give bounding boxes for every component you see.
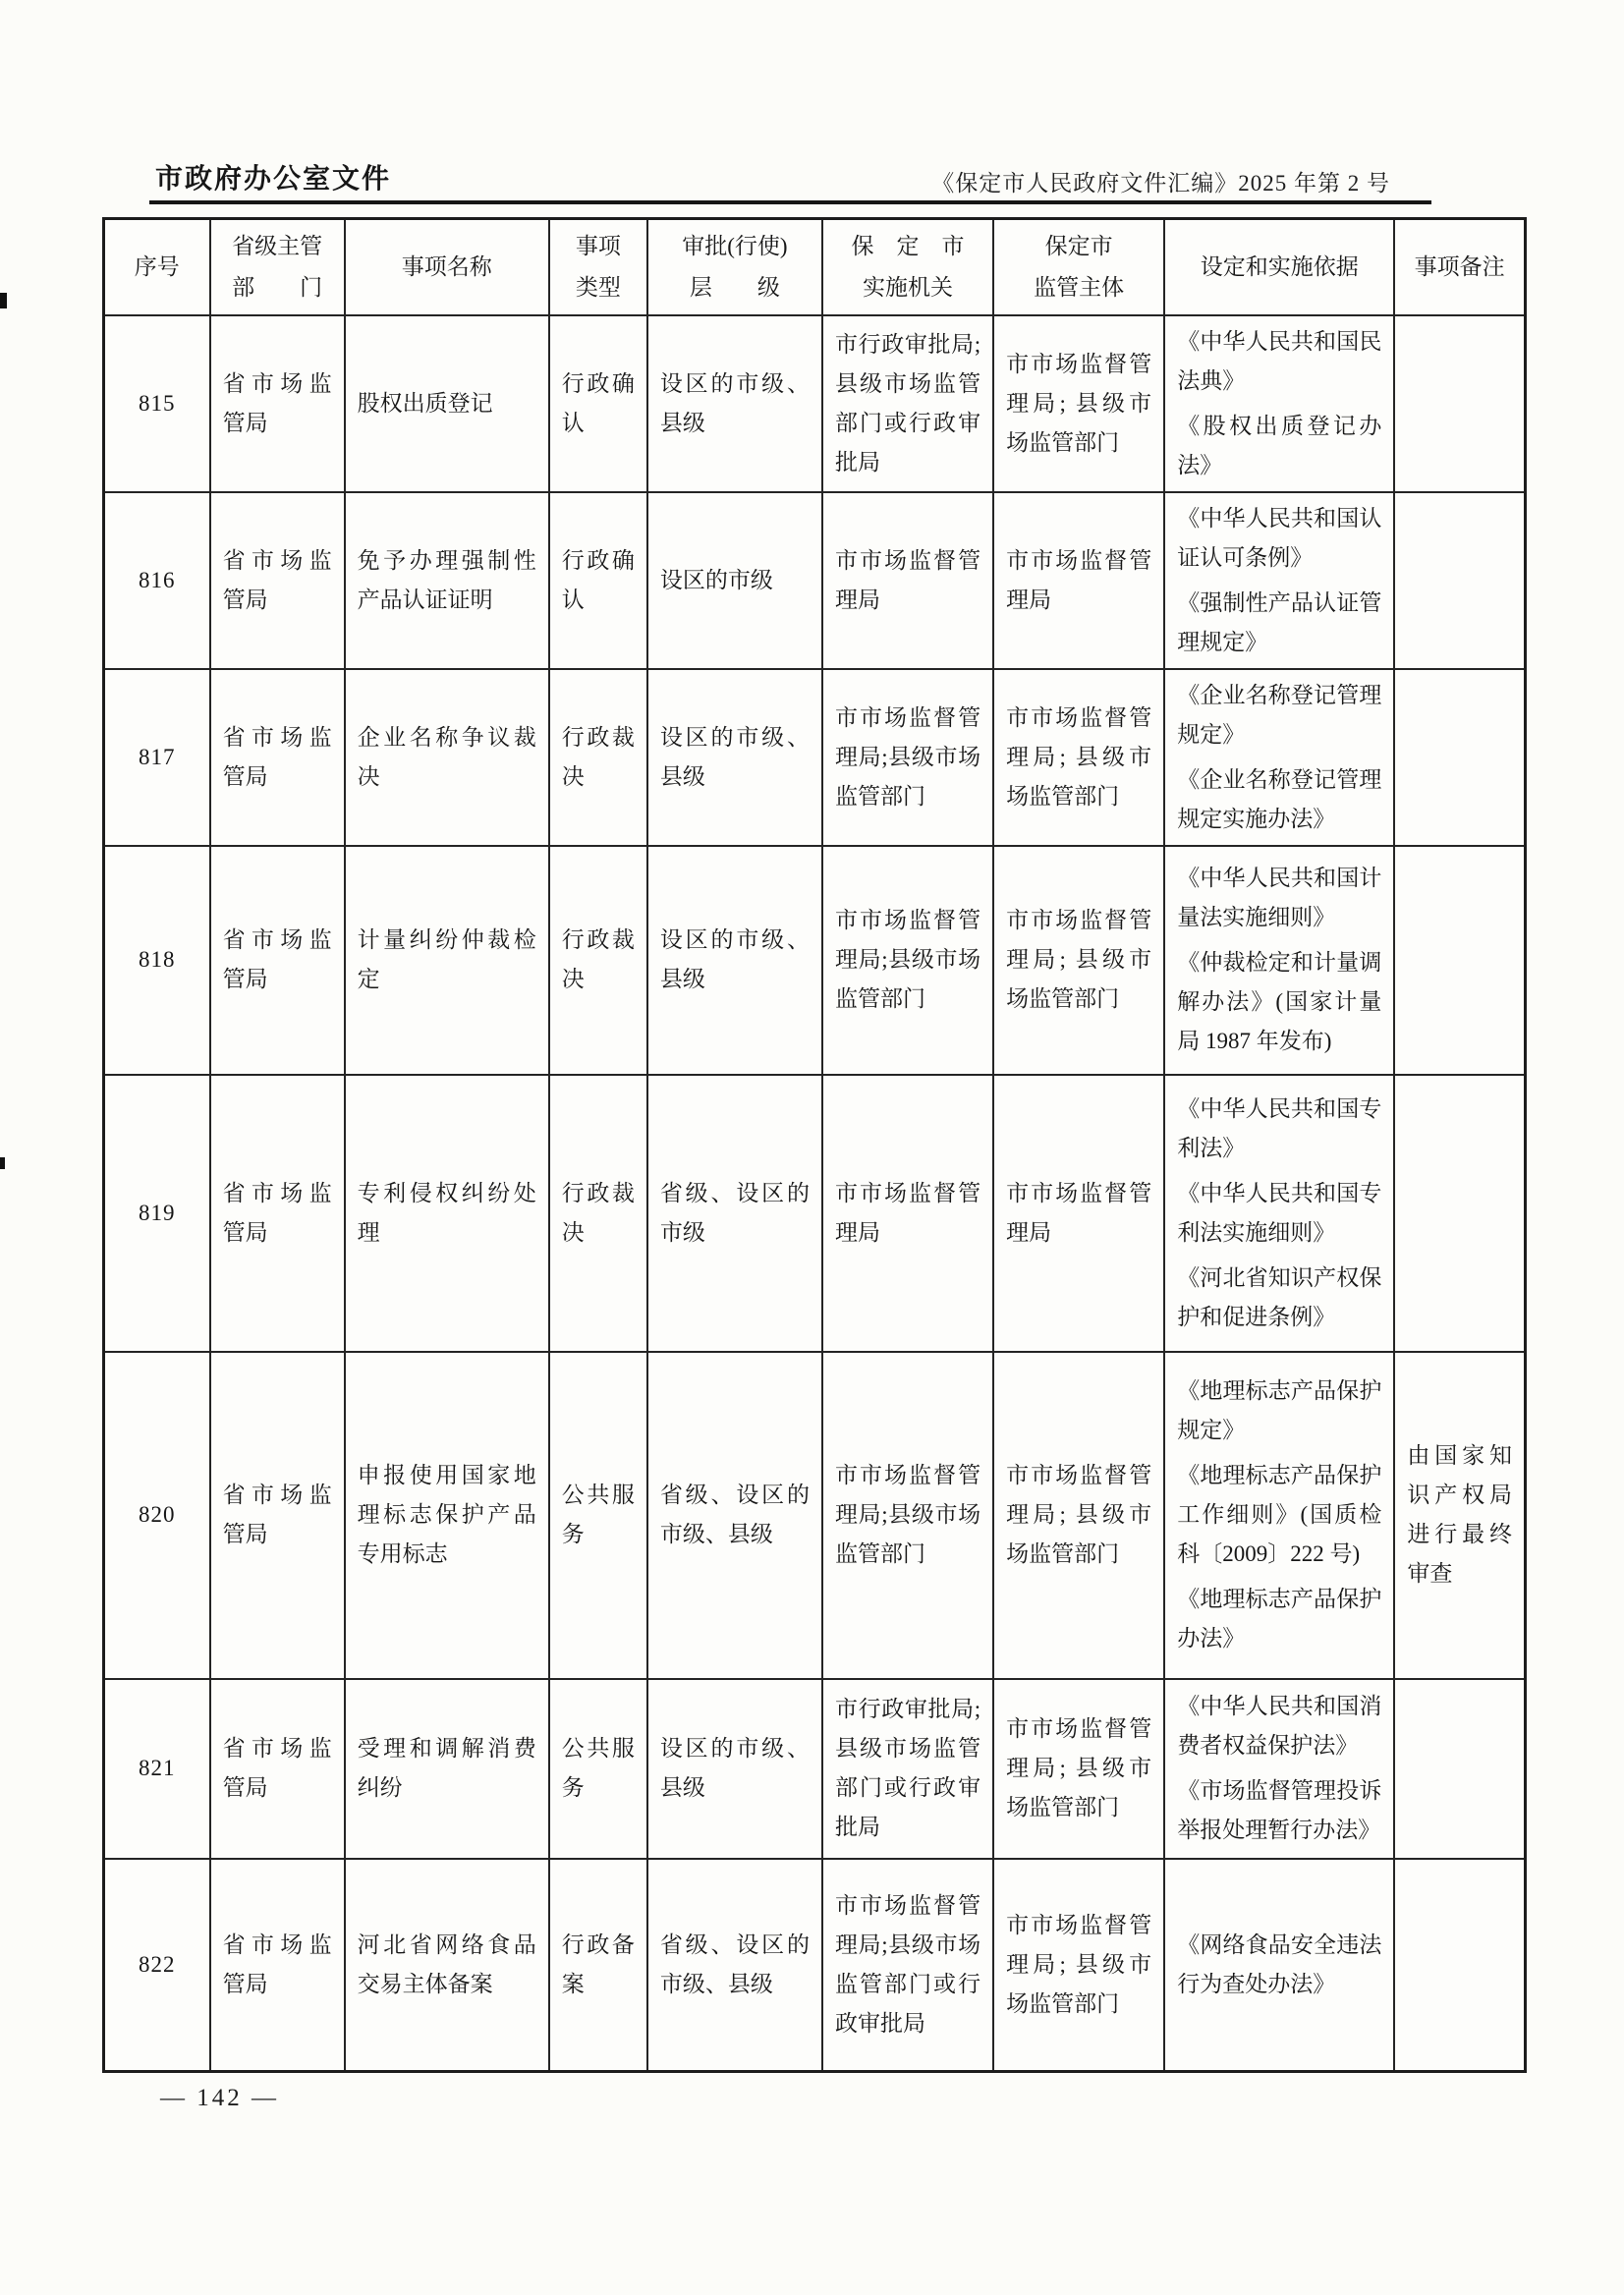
cell-820-impl: 市市场监督管理局;县级市场监管部门 bbox=[822, 1352, 993, 1679]
legal-basis-item: 《中华人民共和国专利法》 bbox=[1177, 1095, 1382, 1160]
cell-821-remark bbox=[1394, 1679, 1525, 1859]
header-line: 审批(行使) bbox=[682, 233, 788, 258]
cell-816-basis bbox=[1164, 492, 1394, 669]
cell-815-name: 股权出质登记 bbox=[345, 315, 549, 492]
table-row bbox=[104, 492, 1526, 669]
table-row bbox=[104, 669, 1526, 846]
compilation-issue-label: 《保定市人民政府文件汇编》2025 年第 2 号 bbox=[931, 171, 1390, 196]
header-cell-seq bbox=[104, 219, 210, 315]
cell-820-dept: 省市场监管局 bbox=[210, 1352, 345, 1679]
cell-820-type: 公共服务 bbox=[549, 1352, 647, 1679]
cell-817-superv: 市市场监督管理局; 县级市场监管部门 bbox=[993, 669, 1164, 846]
cell-817-name: 企业名称争议裁决 bbox=[345, 669, 549, 846]
table-row bbox=[104, 315, 1526, 492]
cell-820-superv: 市市场监督管理局; 县级市场监管部门 bbox=[993, 1352, 1164, 1679]
cell-822-basis bbox=[1164, 1859, 1394, 2072]
cell-819-type: 行政裁决 bbox=[549, 1075, 647, 1352]
header-cell-remark bbox=[1394, 219, 1525, 315]
header-cell-dept bbox=[210, 219, 345, 315]
legal-basis-item: 《河北省知识产权保护和促进条例》 bbox=[1177, 1264, 1382, 1329]
header-line: 类型 bbox=[575, 274, 621, 300]
cell-815-basis bbox=[1164, 315, 1394, 492]
cell-822-name: 河北省网络食品交易主体备案 bbox=[345, 1859, 549, 2072]
cell-818-seq: 818 bbox=[104, 846, 210, 1075]
header-cell-level bbox=[647, 219, 822, 315]
cell-816-level: 设区的市级 bbox=[647, 492, 822, 669]
header-line: 监管主体 bbox=[1034, 274, 1125, 300]
cell-816-type: 行政确认 bbox=[549, 492, 647, 669]
cell-817-basis bbox=[1164, 669, 1394, 846]
cell-819-superv: 市市场监督管理局 bbox=[993, 1075, 1164, 1352]
header-cell-impl bbox=[822, 219, 993, 315]
header-line: 层 级 bbox=[689, 274, 780, 300]
header-line: 省级主管 bbox=[232, 233, 323, 258]
page-number: — 142 — bbox=[160, 2085, 279, 2111]
cell-817-dept: 省市场监管局 bbox=[210, 669, 345, 846]
cell-818-remark bbox=[1394, 846, 1525, 1075]
header-line: 部 门 bbox=[232, 274, 323, 300]
cell-815-seq: 815 bbox=[104, 315, 210, 492]
cell-815-superv: 市市场监督管理局; 县级市场监管部门 bbox=[993, 315, 1164, 492]
cell-820-seq: 820 bbox=[104, 1352, 210, 1679]
legal-basis-item: 《市场监督管理投诉举报处理暂行办法》 bbox=[1177, 1778, 1382, 1842]
cell-816-dept: 省市场监管局 bbox=[210, 492, 345, 669]
cell-822-level: 省级、设区的市级、县级 bbox=[647, 1859, 822, 2072]
cell-819-dept: 省市场监管局 bbox=[210, 1075, 345, 1352]
cell-816-name: 免予办理强制性产品认证证明 bbox=[345, 492, 549, 669]
scan-artifact bbox=[0, 1157, 5, 1169]
cell-817-seq: 817 bbox=[104, 669, 210, 846]
cell-822-impl: 市市场监督管理局;县级市场监管部门或行政审批局 bbox=[822, 1859, 993, 2072]
cell-817-impl: 市市场监督管理局;县级市场监管部门 bbox=[822, 669, 993, 846]
header-line: 序号 bbox=[134, 253, 180, 279]
legal-basis-item: 《企业名称登记管理规定》 bbox=[1177, 682, 1382, 747]
cell-819-seq: 819 bbox=[104, 1075, 210, 1352]
legal-basis-item: 《企业名称登记管理规定实施办法》 bbox=[1177, 766, 1382, 831]
legal-basis-item: 《网络食品安全违法行为查处办法》 bbox=[1177, 1931, 1382, 1996]
header-cell-type bbox=[549, 219, 647, 315]
legal-basis-item: 《中华人民共和国计量法实施细则》 bbox=[1177, 866, 1382, 929]
cell-817-type: 行政裁决 bbox=[549, 669, 647, 846]
header-line: 保 定 市 bbox=[851, 233, 965, 258]
header-line: 事项 bbox=[575, 233, 621, 258]
table-row bbox=[104, 846, 1526, 1075]
cell-815-type: 行政确认 bbox=[549, 315, 647, 492]
header-line: 实施机关 bbox=[863, 274, 954, 300]
cell-819-basis bbox=[1164, 1075, 1394, 1352]
cell-822-dept: 省市场监管局 bbox=[210, 1859, 345, 2072]
cell-820-basis bbox=[1164, 1352, 1394, 1679]
administrative-items-table bbox=[102, 217, 1527, 2073]
table-row bbox=[104, 1075, 1526, 1352]
document-category-title: 市政府办公室文件 bbox=[155, 163, 392, 194]
cell-820-name: 申报使用国家地理标志保护产品专用标志 bbox=[345, 1352, 549, 1679]
cell-821-dept: 省市场监管局 bbox=[210, 1679, 345, 1859]
cell-821-level: 设区的市级、县级 bbox=[647, 1679, 822, 1859]
legal-basis-item: 《地理标志产品保护规定》 bbox=[1177, 1378, 1382, 1442]
legal-basis-item: 《地理标志产品保护办法》 bbox=[1177, 1587, 1382, 1651]
cell-819-remark bbox=[1394, 1075, 1525, 1352]
cell-817-level: 设区的市级、县级 bbox=[647, 669, 822, 846]
cell-818-type: 行政裁决 bbox=[549, 846, 647, 1075]
cell-816-impl: 市市场监督管理局 bbox=[822, 492, 993, 669]
cell-819-name: 专利侵权纠纷处理 bbox=[345, 1075, 549, 1352]
cell-818-level: 设区的市级、县级 bbox=[647, 846, 822, 1075]
header-line: 保定市 bbox=[1044, 233, 1113, 258]
cell-817-remark bbox=[1394, 669, 1525, 846]
cell-820-remark: 由国家知识产权局进行最终审查 bbox=[1394, 1352, 1525, 1679]
cell-818-name: 计量纠纷仲裁检定 bbox=[345, 846, 549, 1075]
cell-821-impl: 市行政审批局;县级市场监管部门或行政审批局 bbox=[822, 1679, 993, 1859]
table-row bbox=[104, 1352, 1526, 1679]
cell-821-name: 受理和调解消费纠纷 bbox=[345, 1679, 549, 1859]
legal-basis-item: 《股权出质登记办法》 bbox=[1177, 413, 1382, 477]
table-row bbox=[104, 1679, 1526, 1859]
cell-820-level: 省级、设区的市级、县级 bbox=[647, 1352, 822, 1679]
cell-821-basis bbox=[1164, 1679, 1394, 1859]
cell-818-impl: 市市场监督管理局;县级市场监管部门 bbox=[822, 846, 993, 1075]
cell-822-type: 行政备案 bbox=[549, 1859, 647, 2072]
cell-815-level: 设区的市级、县级 bbox=[647, 315, 822, 492]
table-row bbox=[104, 1859, 1526, 2072]
cell-818-dept: 省市场监管局 bbox=[210, 846, 345, 1075]
cell-816-superv: 市市场监督管理局 bbox=[993, 492, 1164, 669]
cell-822-remark bbox=[1394, 1859, 1525, 2072]
legal-basis-item: 《中华人民共和国专利法实施细则》 bbox=[1177, 1180, 1382, 1245]
legal-basis-item: 《地理标志产品保护工作细则》(国质检科〔2009〕222 号) bbox=[1177, 1463, 1382, 1566]
header-line: 设定和实施依据 bbox=[1200, 253, 1359, 279]
header-line: 事项名称 bbox=[401, 253, 492, 279]
cell-822-seq: 822 bbox=[104, 1859, 210, 2072]
cell-816-seq: 816 bbox=[104, 492, 210, 669]
legal-basis-item: 《中华人民共和国认证认可条例》 bbox=[1177, 505, 1382, 570]
cell-819-level: 省级、设区的市级 bbox=[647, 1075, 822, 1352]
legal-basis-item: 《仲裁检定和计量调解办法》(国家计量局 1987 年发布) bbox=[1177, 950, 1382, 1053]
cell-815-remark bbox=[1394, 315, 1525, 492]
cell-816-remark bbox=[1394, 492, 1525, 669]
cell-819-impl: 市市场监督管理局 bbox=[822, 1075, 993, 1352]
header-line: 事项备注 bbox=[1414, 253, 1505, 279]
header-cell-name bbox=[345, 219, 549, 315]
header-divider bbox=[149, 200, 1431, 204]
header-cell-superv bbox=[993, 219, 1164, 315]
cell-818-superv: 市市场监督管理局; 县级市场监管部门 bbox=[993, 846, 1164, 1075]
scan-artifact bbox=[0, 293, 7, 308]
legal-basis-item: 《强制性产品认证管理规定》 bbox=[1177, 589, 1382, 654]
cell-821-type: 公共服务 bbox=[549, 1679, 647, 1859]
cell-821-superv: 市市场监督管理局; 县级市场监管部门 bbox=[993, 1679, 1164, 1859]
cell-822-superv: 市市场监督管理局; 县级市场监管部门 bbox=[993, 1859, 1164, 2072]
cell-815-impl: 市行政审批局;县级市场监管部门或行政审批局 bbox=[822, 315, 993, 492]
cell-818-basis bbox=[1164, 846, 1394, 1075]
cell-821-seq: 821 bbox=[104, 1679, 210, 1859]
legal-basis-item: 《中华人民共和国消费者权益保护法》 bbox=[1177, 1694, 1382, 1758]
header-cell-basis bbox=[1164, 219, 1394, 315]
cell-815-dept: 省市场监管局 bbox=[210, 315, 345, 492]
legal-basis-item: 《中华人民共和国民法典》 bbox=[1177, 328, 1382, 393]
